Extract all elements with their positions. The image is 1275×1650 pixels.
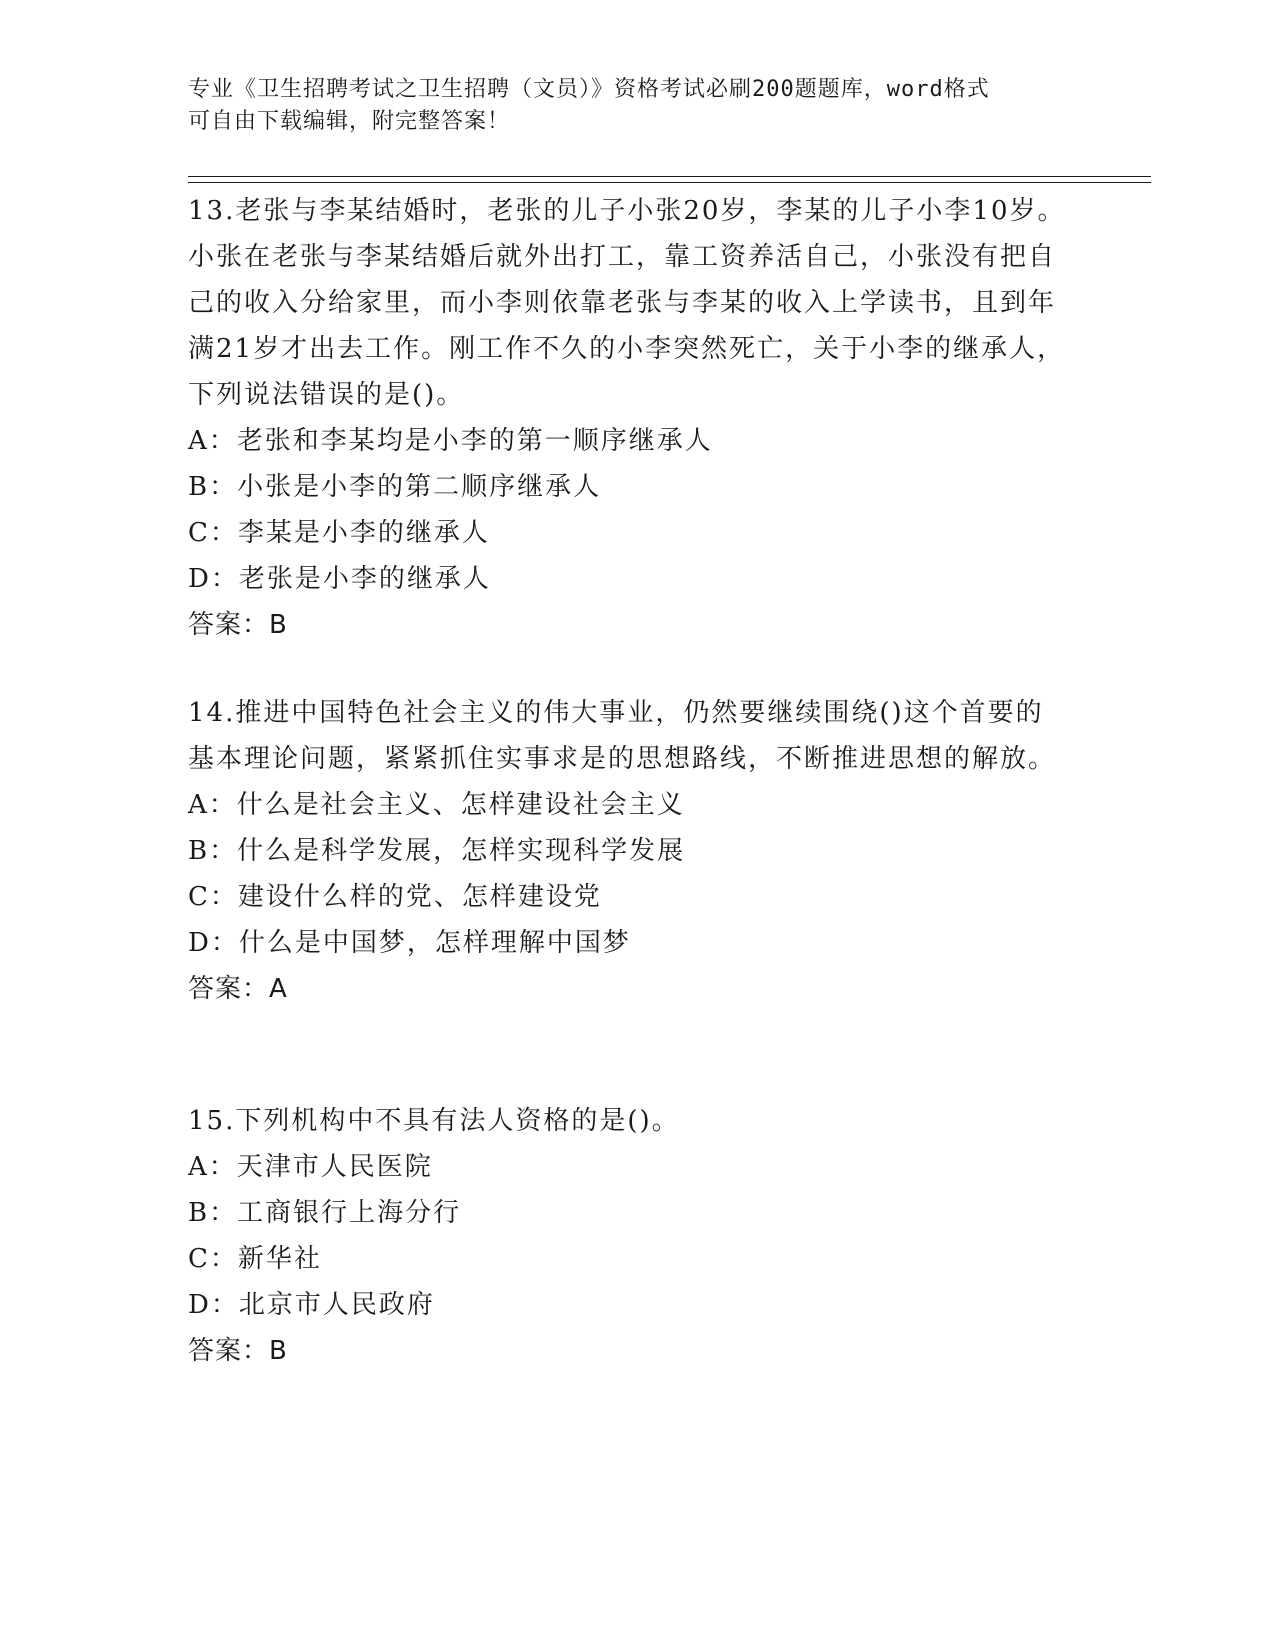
- question-stem: 14.推进中国特色社会主义的伟大事业，仍然要继续围绕()这个首要的基本理论问题，紧紧抓住实事求是的思想路线，不断推进思想的解放。: [188, 698, 1057, 774]
- answer-line: 答案：B: [188, 610, 288, 640]
- header-line-1: 专业《卫生招聘考试之卫生招聘（文员）》资格考试必刷200题题库，word格式: [188, 77, 990, 102]
- option-b: B：工商银行上海分行: [188, 1198, 462, 1228]
- question-stem: 13.老张与李某结婚时，老张的儿子小张20岁，李某的儿子小李10岁。小张在老张与李某结婚后就外出打工，靠工资养活自己，小张没有把自己的收入分给家里，而小李则依靠老张与李某的收入上学读书，且到年满21岁才出去工作。刚工作不久的小李突然死亡，关于小李的继承人，下列说法错误的是()。: [188, 196, 1066, 410]
- option-a: A：老张和李某均是小李的第一顺序继承人: [188, 426, 713, 456]
- option-b: B：小张是小李的第二顺序继承人: [188, 472, 602, 502]
- option-a: A：什么是社会主义、怎样建设社会主义: [188, 790, 685, 820]
- option-d: D：北京市人民政府: [188, 1290, 435, 1320]
- option-d: D：什么是中国梦，怎样理解中国梦: [188, 928, 631, 958]
- option-c: C：建设什么样的党、怎样建设党: [188, 882, 602, 912]
- option-c: C：新华社: [188, 1244, 322, 1274]
- option-c: C：李某是小李的继承人: [188, 518, 490, 548]
- question-14: [188, 690, 1068, 1012]
- option-d: D：老张是小李的继承人: [188, 564, 491, 594]
- header-divider-bottom: [188, 182, 1151, 183]
- answer-line: 答案：B: [188, 1336, 288, 1366]
- option-a: A：天津市人民医院: [188, 1152, 433, 1182]
- question-13: [188, 188, 1068, 648]
- question-15: [188, 1098, 1068, 1374]
- question-stem: 15.下列机构中不具有法人资格的是()。: [188, 1106, 680, 1136]
- document-header: [188, 74, 1088, 138]
- option-b: B：什么是科学发展，怎样实现科学发展: [188, 836, 686, 866]
- header-divider-top: [188, 176, 1151, 177]
- header-line-2: 可自由下载编辑，附完整答案！: [188, 109, 511, 134]
- answer-line: 答案：A: [188, 974, 288, 1004]
